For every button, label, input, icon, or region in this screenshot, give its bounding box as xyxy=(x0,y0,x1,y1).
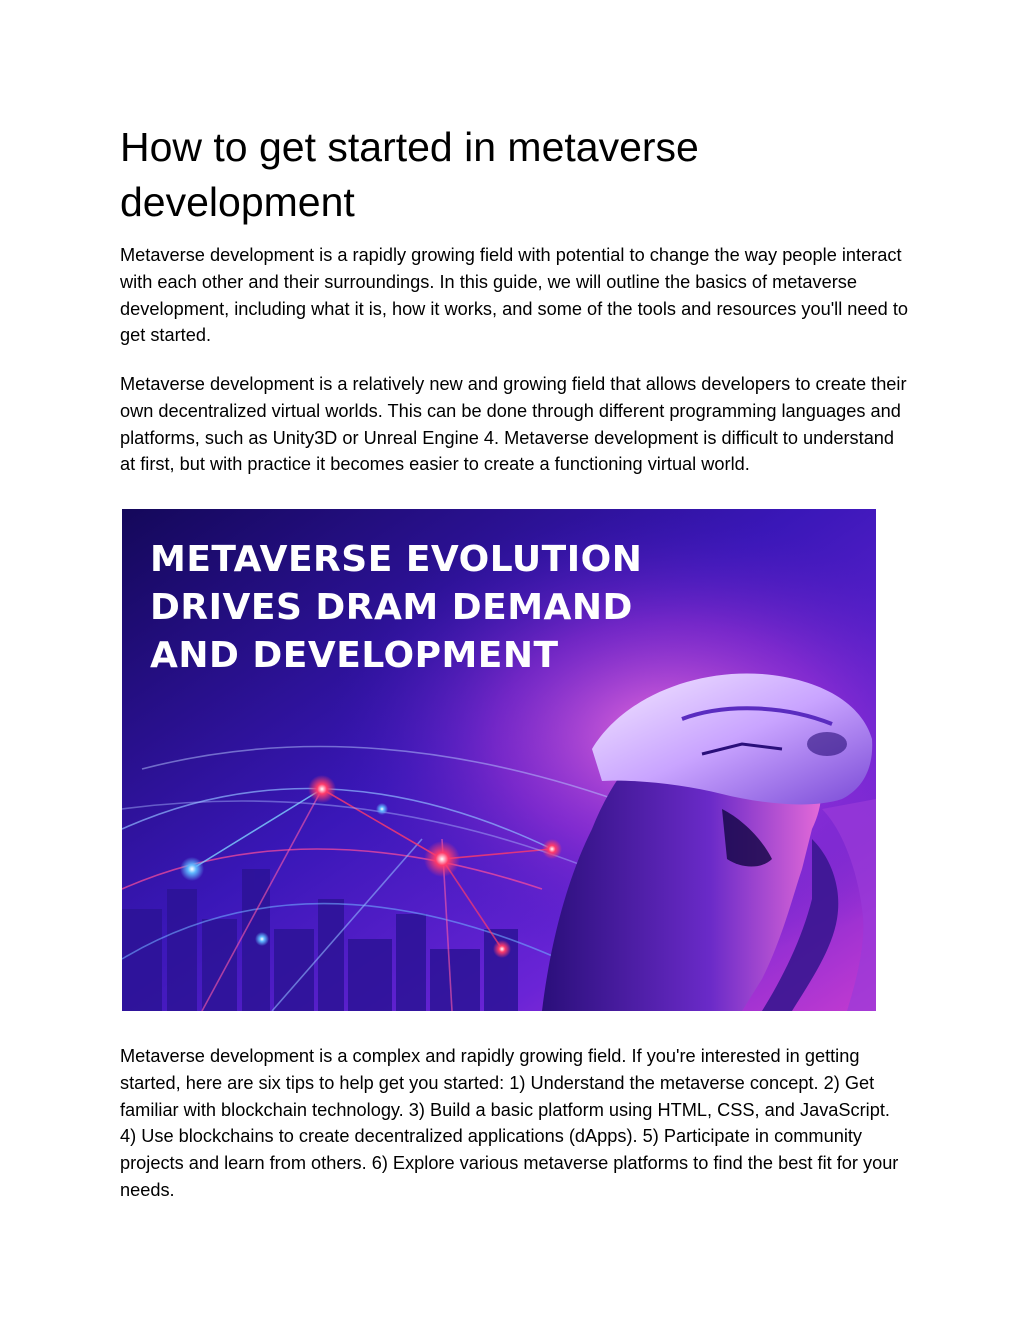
article-title: How to get started in metaverse development xyxy=(120,124,699,225)
article-paragraph-2: Metaverse development is a relatively new and growing field that allows developers to create their own decentralized virtual worlds. This can be done through different programming languages and platforms, such as Unity3D or Unreal Engine 4. Metaverse development is difficult to understand at first, but with practice it becomes easier to create a functioning virtual world. xyxy=(120,374,907,475)
banner-line-2: DRIVES DRAM DEMAND xyxy=(150,587,633,628)
article-paragraph-1: Metaverse development is a rapidly growing field with potential to change the way people interact with each other and their surroundings. In this guide, we will outline the basics of metaverse development, including what it is, how it works, and some of the tools and resources you'll need to get started. xyxy=(120,245,908,346)
banner-line-1: METAVERSE EVOLUTION xyxy=(150,539,643,580)
banner-line-3: AND DEVELOPMENT xyxy=(150,635,559,676)
article-paragraph-3: Metaverse development is a complex and rapidly growing field. If you're interested in getting started, here are six tips to help get you started: 1) Understand the metaverse concept. 2) Get familiar with blockchain technology. 3) Build a basic platform using HTML, CSS, and JavaScript. 4) Use blockchains to create decentralized applications (dApps). 5) Participate in community projects and learn from others. 6) Explore various metaverse platforms to find the best fit for your needs. xyxy=(120,1046,899,1200)
metaverse-banner-image xyxy=(122,509,876,1011)
